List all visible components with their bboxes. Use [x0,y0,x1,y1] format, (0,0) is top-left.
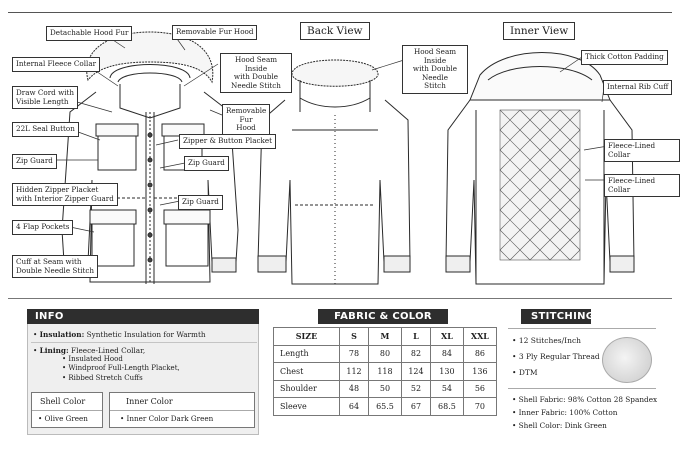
lining-item-2: • Insulated Hood [62,355,123,363]
lining-line: • Lining: Fleece-Lined Collar, [33,346,146,355]
inner-color-header: Inner Color [126,397,173,406]
table-cell: 67 [401,398,430,416]
size-header-cell: SIZE [274,328,340,346]
table-cell: 124 [401,363,430,381]
lining-item-3: • Windproof Full-Length Placket, [62,364,180,372]
callout-fleece-lined-collar-2: Fleece-Lined Collar [604,174,680,197]
callout-fleece-lined-collar-1: Fleece-Lined Collar [604,139,680,162]
stitching-rule-2 [508,388,656,389]
table-cell: 136 [463,363,496,381]
callout-removable-fur-hood: Removable Fur Hood [172,25,257,40]
table-cell: 52 [401,380,430,398]
callout-flap-pockets: 4 Flap Pockets [12,220,73,235]
fabric-swatch [602,337,652,383]
section-divider [8,298,672,299]
table-cell: 130 [431,363,464,381]
callout-zip-guard-mid: Zip Guard [184,156,229,171]
callout-thick-cotton: Thick Cotton Padding [581,50,668,65]
callout-cuff-seam: Cuff at Seam with Double Needle Stitch [12,255,98,278]
row-label: Shoulder [274,380,340,398]
size-header-cell: M [369,328,402,346]
fabric-item: • Shell Fabric: 98% Cotton 28 Spandex [512,395,658,404]
back-view-jacket [258,60,410,284]
table-cell: 86 [463,345,496,363]
fabric-color-title: FABRIC & COLOR [318,309,448,324]
row-label: Length [274,345,340,363]
callout-internal-fleece-collar: Internal Fleece Collar [12,57,100,72]
info-separator [31,342,257,343]
stitch-item: • 12 Stitches/Inch [512,336,581,345]
table-cell: 65.5 [369,398,402,416]
row-label: Sleeve [274,398,340,416]
lining-item-1: Fleece-Lined Collar, [71,346,146,355]
callout-removable-fur-hood-side: Removable Fur Hood [222,104,270,136]
table-cell: 64 [339,398,368,416]
table-cell: 56 [463,380,496,398]
table-cell: 54 [431,380,464,398]
table-cell: 118 [369,363,402,381]
table-cell: 82 [401,345,430,363]
size-table-header [274,328,497,346]
table-cell: 70 [463,398,496,416]
size-header-cell: S [339,328,368,346]
table-cell: 78 [339,345,368,363]
fabric-item: • Inner Fabric: 100% Cotton [512,408,618,417]
stitching-title: STITCHING [521,309,591,324]
callout-hidden-zipper: Hidden Zipper Placket with Interior Zipper Guard [12,183,118,206]
table-cell: 84 [431,345,464,363]
size-table [273,327,497,416]
fabric-item: • Shell Color: Dink Green [512,421,607,430]
inner-view-title: Inner View [503,22,575,40]
stitching-rule [508,328,656,329]
size-header-cell: XXL [463,328,496,346]
callout-seal-button: 22L Seal Button [12,122,79,137]
table-row [274,380,497,398]
table-cell: 112 [339,363,368,381]
shell-color-box [31,392,103,428]
lining-item-4: • Ribbed Stretch Cuffs [62,374,143,382]
table-cell: 50 [369,380,402,398]
callout-draw-cord: Draw Cord with Visible Length [12,86,78,109]
shell-color-value: • Olive Green [38,414,88,423]
table-row [274,398,497,416]
shell-color-header: Shell Color [40,397,86,406]
table-row [274,345,497,363]
table-cell: 48 [339,380,368,398]
insulation-label: Insulation: [39,330,85,339]
size-header-cell: L [401,328,430,346]
inner-color-box [109,392,255,428]
table-cell: 80 [369,345,402,363]
callout-detachable-hood-fur: Detachable Hood Fur [46,26,132,41]
info-title: INFO [27,309,259,324]
callout-zip-guard-left: Zip Guard [12,154,57,169]
callout-zipper-button-placket: Zipper & Button Placket [179,134,276,149]
table-cell: 68.5 [431,398,464,416]
back-view-title: Back View [300,22,370,40]
stitch-item: • 3 Ply Regular Thread [512,352,600,361]
callout-hood-seam-back: Hood Seam Inside with Double Needle Stitch [402,45,468,94]
insulation-value: Synthetic Insulation for Warmth [86,330,206,339]
stitch-item: • DTM [512,368,538,377]
callout-hood-seam-front: Hood Seam Inside with Double Needle Stitch [220,53,292,93]
lining-label: Lining: [39,346,69,355]
callout-zip-guard-low: Zip Guard [178,195,223,210]
insulation-line: • Insulation: Synthetic Insulation for Warmth [33,330,206,339]
table-row [274,363,497,381]
size-header-cell: XL [431,328,464,346]
callout-internal-rib-cuff: Internal Rib Cuff [603,80,672,95]
row-label: Chest [274,363,340,381]
inner-color-value: • Inner Color Dark Green [120,414,214,423]
